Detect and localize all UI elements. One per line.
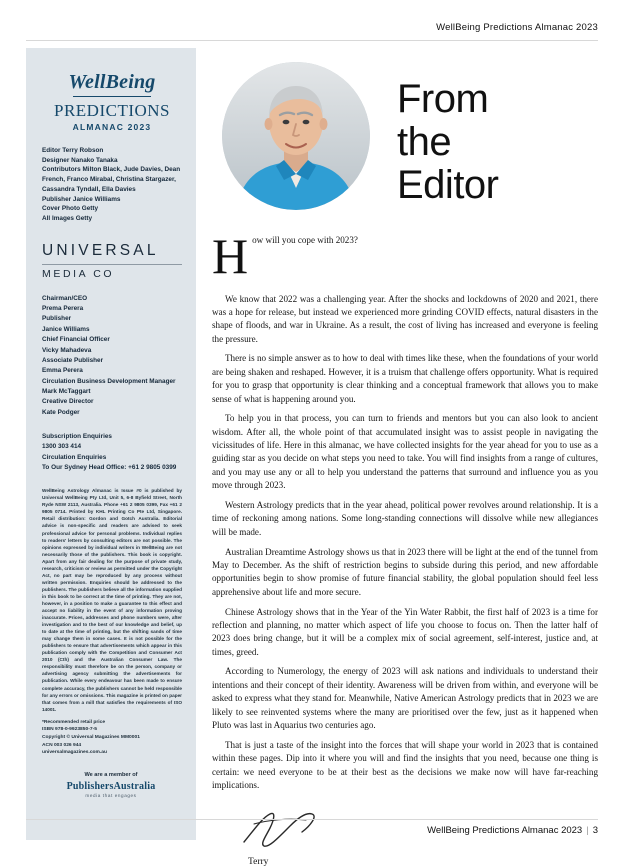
publisher-logo-sub: MEDIA CO — [42, 267, 115, 280]
brand-rule — [73, 96, 151, 97]
signature-name: Terry — [248, 857, 269, 867]
legal-fineprint — [42, 487, 182, 713]
subscription-phone[interactable]: 1300 303 414 — [42, 443, 82, 451]
article-paragraph: According to Numerology, the energy of 2023 will ask nations and individuals to understand their intentions and their concept of their identity. Awareness will be driven from within, and everyone will be asked to express what they stand for. Meanwhile, Native American Astrology predicts that in 2023 we are likely to see reinvented systems where the many are prioritised over the few, just as it happened when Pluto was last in Aquarius two centuries ago. — [212, 666, 598, 730]
article-paragraph: That is just a taste of the insight into the forces that will shape your world in 2023 that is contained within these pages. Dip into it where you will and find the insights that you need, because one thing is certain: we need everyone to be at their best as the decisions we make now will have far-reaching implications. — [212, 739, 598, 790]
staff-line: Janice Williams — [42, 325, 90, 333]
staff-line: Chairman/CEO — [42, 294, 88, 302]
footer-title: WellBeing Predictions Almanac 2023 — [427, 825, 583, 836]
staff-line: Emma Perera — [42, 367, 83, 375]
publishers-australia-badge — [26, 772, 196, 798]
staff-line: Circulation Business Development Manager — [42, 377, 176, 385]
page-title — [397, 78, 499, 208]
credit-line: All Images Getty — [42, 214, 93, 222]
subscription-office[interactable]: To Our Sydney Head Office: +61 2 9805 0399 — [42, 463, 177, 471]
header-divider — [26, 40, 598, 41]
masthead-title: PREDICTIONS — [53, 101, 170, 120]
publisher-logo — [42, 242, 182, 280]
imprint-block — [42, 719, 182, 757]
staff-line: Chief Financial Officer — [42, 336, 110, 344]
member-label: We are a member of — [84, 772, 138, 778]
headline-line-1: From — [397, 77, 489, 121]
credit-line: Contributors Milton Black, Jude Davies, Dean French, Franco Mirabal, Christina Stargazer, Cassandra Tyndall, Ella Davies — [42, 166, 181, 193]
article-paragraph: There is no simple answer as to how to deal with times like these, when the foundations of your world are being shaken and reshaped. However, it is a truism that challenge offers opportunity. What is required for you to grasp that opportunity is clear thinking and a conceptual framework that allows you to make sense of what is happening around you. — [212, 353, 598, 404]
masthead-subtitle: ALMANAC 2023 — [72, 121, 152, 132]
imprint-website[interactable]: universalmagazines.com.au — [42, 750, 107, 756]
article-paragraph: Chinese Astrology shows that in the Year of the Yin Water Rabbit, the first half of 2023 is a time for reflection and planning, no matter which aspect of life you choose to focus on. Then the latter half of 2023 does bring change, but it will be a complex mix of social agreement, self-interest, justice and, at times, greed. — [212, 606, 598, 657]
article-paragraph: To help you in that process, you can turn to friends and mentors but you can also look to ancient wisdom. After all, the whole point of that accumulated insight was to assist people in navigating the vicissitudes of life. Here in this almanac, we have collected insights for the year ahead for you to use as a guiding star as you decide on what steps you need to take. You will find insights from a range of cultures, and you may use any or all to help you understand the patterns that surround and influence you as you move through 2023. — [212, 413, 598, 491]
editor-portrait — [222, 62, 370, 210]
subscription-line: Subscription Enquiries — [42, 433, 112, 441]
publishers-australia-tagline: media that engages — [85, 793, 137, 798]
credits-block — [42, 146, 182, 224]
staff-line: Associate Publisher — [42, 356, 104, 364]
imprint-line: *Recommended retail price — [42, 719, 106, 725]
running-header: WellBeing Predictions Almanac 2023 — [436, 22, 598, 33]
article-paragraph: Western Astrology predicts that in the year ahead, political power revolves around relationship. It is a time of reckoning among nations. Some long-standing connections will dissolve while new allegiances will be made. — [212, 500, 598, 537]
staff-list — [42, 294, 182, 419]
publishers-australia-name: PublishersAustralia — [66, 781, 156, 792]
article-body — [212, 228, 598, 867]
footer-separator: | — [586, 825, 589, 836]
imprint-isbn: ISBN 978-0-9923850-7-5 — [42, 727, 97, 733]
publisher-logo-rule — [42, 264, 182, 265]
credit-line: Designer Nanako Tanaka — [42, 156, 118, 164]
article-paragraph-text: ow will you cope with 2023? — [252, 235, 358, 245]
article-paragraph: Australian Dreamtime Astrology shows us that in 2023 there will be light at the end of the tunnel from May to December. As the shift of restriction begins to subside during this period, and new affordable opportunities begin to show promise of future financial stability, the global population should feel less apprehensive about life and more secure. — [212, 546, 598, 597]
publisher-logo-name: UNIVERSAL — [42, 241, 159, 259]
drop-cap: H — [212, 228, 249, 284]
staff-line: Publisher — [42, 315, 72, 323]
staff-line: Mark McTaggart — [42, 388, 91, 396]
page-number: 3 — [592, 825, 598, 836]
page-footer — [427, 825, 598, 836]
subscription-line: Circulation Enquiries — [42, 453, 107, 461]
credit-line: Publisher Janice Williams — [42, 195, 121, 203]
imprint-acn: ACN 003 026 944 — [42, 742, 82, 748]
headline-line-2: the — [397, 120, 452, 165]
staff-line: Vicky Mahadeva — [42, 346, 92, 354]
brand-wordmark: WellBeing — [68, 71, 156, 93]
subscription-block — [42, 432, 182, 473]
headline-line-3: Editor — [397, 163, 499, 208]
legal-paragraph: WellBeing Astrology Almanac is Issue #0 is published by Universal WellBeing Pty Ltd, Unit 5, 6-8 Byfield Street, North Ryde NSW 2113, Australia. Phone +61 2 9805 0399, Fax +61 2 9805 0714. Printed by KHL Printing Co Pte Ltd, Singapore. Retail distribution: Gordon and Gotch Australia. Editorial advice is non-specific and readers are advised to seek professional advice for personal problems. Individual replies to readers' letters by consulting editors are not possible. The opinions expressed by individual writers in WellBeing are not necessarily those of the publishers. This book is copyright. Apart from any fair dealing for the purpose of private study, research, criticism or review as permitted under the Copyright Act, no part may be reproduced by any process without written permission. Enquiries should be addressed to the publishers. The publishers believe all the information supplied in this book to be correct at the time of printing. They are not, however, in a position to make a guarantee to this effect and accept no liability in the event of any information proving inaccurate. Prices, addresses and phone numbers were, after investigation and to the best of our knowledge and belief, up to date at the time of printing, but the shifting sands of time may change them in some cases. It is not possible for the publishers to ensure that advertisements which appear in this publication comply with the Competition and Consumer Act 2010 (Cth) and the Australian Consumer Law. The responsibility must therefore be on the person, company or advertising agency submitting the advertisements for publication. While every endeavour has been made to ensure complete accuracy, the publishers cannot be held responsible for any errors or omissions. This magazine is printed on paper that comes from a mill that satisfies the requirements of ISO 14001. — [42, 488, 182, 712]
staff-line: Prema Perera — [42, 305, 84, 313]
staff-line: Creative Director — [42, 398, 94, 406]
credit-line: Cover Photo Getty — [42, 205, 99, 213]
masthead-sidebar — [26, 48, 196, 840]
article-paragraph: We know that 2022 was a challenging year. After the shocks and lockdowns of 2020 and 2021, there was a hope for release, but instead we experienced more grinding COVID effects, natural disasters in the shape of floods, and war in Ukraine. As a result, the cost of living has increased and everyone is feeling the pressure. — [212, 293, 598, 344]
credit-line: Editor Terry Robson — [42, 146, 104, 154]
imprint-copyright: Copyright © Universal Magazines MM0001 — [42, 734, 140, 740]
masthead-block — [42, 72, 182, 132]
article-paragraph — [212, 228, 598, 286]
staff-line: Kate Podger — [42, 408, 80, 416]
footer-divider — [26, 819, 598, 820]
signature-block — [212, 808, 598, 867]
